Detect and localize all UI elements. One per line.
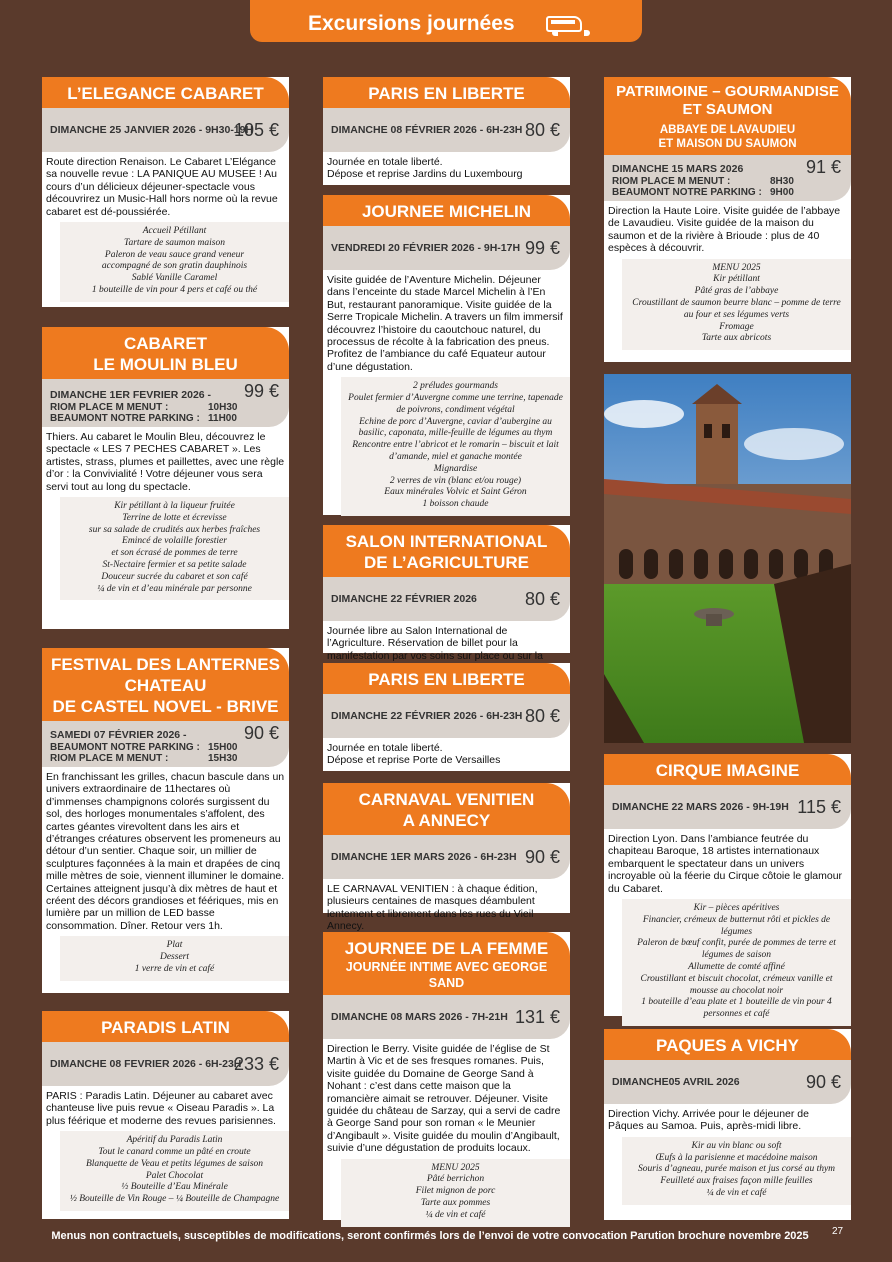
bus-icon [546, 16, 582, 32]
departure-row: BEAUMONT NOTRE PARKING : 11H00 [50, 413, 237, 424]
excursion-date: DIMANCHE 08 FÉVRIER 2026 - 6H-23H [331, 124, 523, 136]
excursion-description: Journée en totale liberté. Dépose et reprise Porte de Versailles [327, 742, 501, 767]
excursion-description: Direction le Berry. Visite guidée de l’église de St Martin à Vic et de ses fresques romanes. Puis, visite guidée du Domaine de George Sand à Nohant : c’est dans cette maison que la romancière aimait se retrouver. Déjeuner. Visite guidée du château de Sarzay, qui a servi de cadre à George Sand pour son roman « le Meunier d’Angibault ». Visite guidée du moulin d’Angibault, suivie d’une dégustation de produits locaux. [327, 1043, 561, 1155]
excursion-description: LE CARNAVAL VENITIEN : à chaque édition, plusieurs centaines de masques déambulent lentement et librement dans les rues du Vieil Annecy. [327, 883, 538, 933]
excursion-card [323, 525, 570, 662]
excursion-description: Direction la Haute Loire. Visite guidée de l’abbaye de Lavaudieu. Visite guidée de la maison du saumon et de la rivière à Brioude : plus de 40 espèces à découvrir. [608, 205, 841, 255]
excursion-card [42, 648, 289, 993]
excursion-price: 91 € [805, 157, 841, 177]
excursion-card [42, 77, 289, 307]
excursion-card [42, 1011, 289, 1219]
excursion-date: DIMANCHE 22 MARS 2026 - 9H-19H [612, 801, 789, 813]
excursion-price: 131 € [514, 1007, 560, 1027]
excursion-menu: 2 préludes gourmands Poulet fermier d’Auvergne comme une terrine, tapenade de poivrons, condiment végétal Echine de porc d’Auvergne, caviar d’aubergine au basilic, caponata, mille-feuille de légumes au thym Rencontre entre l’abricot et le romarin – biscuit et lait d’amande, miel et ganache montée Mignardise 2 verres de vin (blanc et/ou rouge) Eaux minérales Volvic et Saint Géron 1 boisson chaude [341, 377, 570, 516]
excursion-card [323, 195, 570, 515]
excursion-price: 115 € [797, 797, 841, 817]
footer-note: Menus non contractuels, susceptibles de modifications, seront confirmés lors de l’envoi de votre convocation Parution brochure novembre 2025 [51, 1230, 809, 1242]
excursion-description: PARIS : Paradis Latin. Déjeuner au cabaret avec chanteuse live puis revue « Oiseau Paradis ». La plus féérique et moderne des revues parisiennes. [46, 1090, 276, 1127]
excursion-description: Journée libre au Salon International de l’Agriculture. Réservation de billet pour la manifestation par vos soins sur place ou sur la [327, 625, 543, 662]
excursion-title: FESTIVAL DES LANTERNES CHATEAU DE CASTEL NOVEL - BRIVE [42, 648, 289, 721]
excursion-card [323, 663, 570, 771]
excursion-menu: MENU 2025 Pâté berrichon Filet mignon de porc Tarte aux pommes ¼ de vin et café [341, 1159, 570, 1227]
excursion-title: PARADIS LATIN [42, 1011, 289, 1042]
excursion-description: Visite guidée de l’Aventure Michelin. Déjeuner dans l’enceinte du stade Marcel Michelin à l’En But, restaurant panoramique. Visite guidée de la Serre Tropicale Michelin. A travers un film immersif découvrez l’histoire du caoutchouc naturel, du processus de récolte à la fabrication des pneus. Profitez de l’ambiance du café Equateur autour d’une dégustation. [327, 274, 563, 373]
excursion-price: 80 € [524, 706, 560, 726]
excursion-title: PARIS EN LIBERTE [323, 663, 570, 694]
excursion-card [604, 1029, 851, 1220]
excursion-price: 233 € [233, 1054, 279, 1074]
excursion-card [323, 77, 570, 185]
excursion-title: JOURNEE MICHELIN [323, 195, 570, 226]
excursion-title: CIRQUE IMAGINE [604, 754, 851, 785]
excursion-subtitle: ABBAYE DE LAVAUDIEU ET MAISON DU SAUMON [658, 124, 797, 150]
excursion-menu: Kir pétillant à la liqueur fruitée Terrine de lotte et écrevisse sur sa salade de crudités aux herbes fraîches Emincé de volaille forestier et son écrasé de pommes de terre St-Nectaire fermier et sa petite salade Douceur sucrée du cabaret et son café ¼ de vin et d’eau minérale par personne [60, 497, 289, 600]
excursion-title: PAQUES A VICHY [604, 1029, 851, 1060]
excursion-title: CABARET LE MOULIN BLEU [42, 327, 289, 379]
departure-row: RIOM PLACE M MENUT : 15H30 [50, 753, 238, 764]
excursion-description: Direction Lyon. Dans l’ambiance feutrée du chapiteau Baroque, 18 artistes internationaux embarquent le spectateur dans un univers incroyable où la féerie du Cirque côtoie le glamour du Cabaret. [608, 833, 843, 895]
excursion-date: DIMANCHE 08 FEVRIER 2026 - 6H-23H [50, 1058, 242, 1070]
excursion-date: DIMANCHE 22 FÉVRIER 2026 - 6H-23H [331, 710, 523, 722]
excursion-price: 99 € [524, 238, 560, 258]
excursion-title-main: JOURNEE DE LA FEMME [344, 939, 549, 958]
excursion-description: Direction Vichy. Arrivée pour le déjeuner de Pâques au Samoa. Puis, après-midi libre. [608, 1108, 809, 1133]
excursion-description: Journée en totale liberté. Dépose et reprise Jardins du Luxembourg [327, 156, 523, 181]
excursion-card [42, 327, 289, 629]
excursion-title: PARIS EN LIBERTE [323, 77, 570, 108]
excursion-date: DIMANCHE 08 MARS 2026 - 7H-21H [331, 1011, 508, 1023]
departure-row: BEAUMONT NOTRE PARKING : 15H00 [50, 742, 238, 753]
excursion-menu: Kir au vin blanc ou soft Œufs à la parisienne et macédoine maison Souris d’agneau, purée maison et jus corsé au thym Feuilleté aux fraises façon mille feuilles ¼ de vin et café [622, 1137, 851, 1205]
excursion-date: DIMANCHE 1ER FEVRIER 2026 - [50, 389, 212, 401]
excursion-price: 90 € [524, 847, 560, 867]
excursion-title-main: PATRIMOINE – GOURMANDISE ET SAUMON [616, 83, 839, 118]
excursion-date: DIMANCHE05 AVRIL 2026 [612, 1076, 740, 1088]
page-header [250, 0, 642, 42]
excursion-date: SAMEDI 07 FÉVRIER 2026 - [50, 729, 187, 741]
excursion-title [323, 932, 570, 995]
excursion-subtitle: JOURNÉE INTIME AVEC GEORGE SAND [345, 960, 548, 990]
excursion-price: 99 € [243, 381, 279, 401]
excursion-price: 80 € [524, 120, 560, 140]
excursion-price: 90 € [243, 723, 279, 743]
excursion-title [604, 77, 851, 155]
excursion-price: 105 € [233, 120, 279, 140]
excursion-date: DIMANCHE 25 JANVIER 2026 - 9H30-19H [50, 124, 254, 136]
excursion-date: DIMANCHE 15 MARS 2026 [612, 163, 744, 175]
excursion-title: CARNAVAL VENITIEN A ANNECY [323, 783, 570, 835]
excursion-title: SALON INTERNATIONAL DE L’AGRICULTURE [323, 525, 570, 577]
excursion-description: En franchissant les grilles, chacun bascule dans un univers extraordinaire de 11hectares où d’immenses champignons colorés surgissent du sol, des horloges monumentales s’affolent, des cartes géantes virevoltent dans les airs et d’étranges créatures observent les promeneurs au détour d’un sentier. Chaque soir, un millier de sculptures façonnées à la main et drapées de cinq mille mètres de soie, viennent illuminer le domaine. Certaines atteignent jusqu’à dix mètres de haut et créent des décors grandioses et féériques, mis en lumière par un million de LED basse consommation. Dîner. Retour vers 1h. [46, 771, 285, 932]
excursion-card [323, 783, 570, 933]
excursion-menu: Accueil Pétillant Tartare de saumon maison Paleron de veau sauce grand veneur accompagné de son gratin dauphinois Sablé Vanille Caramel 1 bouteille de vin pour 4 pers et café ou thé [60, 222, 289, 302]
excursion-title: L’ELEGANCE CABARET [42, 77, 289, 108]
excursion-menu: Kir – pièces apéritives Financier, crémeux de butternut rôti et pickles de légumes Paleron de bœuf confit, purée de pommes de terre et légumes de saison Allumette de comté affiné Croustillant et biscuit chocolat, crémeux vanille et mousse au chocolat noir 1 bouteille d’eau plate et 1 bouteille de vin pour 4 personnes et café [622, 899, 851, 1026]
excursion-date: DIMANCHE 1ER MARS 2026 - 6H-23H [331, 851, 517, 863]
excursion-price: 80 € [524, 589, 560, 609]
excursion-date: DIMANCHE 22 FÉVRIER 2026 [331, 593, 477, 605]
excursion-card [323, 932, 570, 1220]
departure-row: RIOM PLACE M MENUT : 10H30 [50, 402, 238, 413]
excursion-price: 90 € [805, 1072, 841, 1092]
excursion-description: Route direction Renaison. Le Cabaret L’Elégance sa nouvelle revue : LA PANIQUE AU MUSEE ! Au cours d’un délicieux déjeuner-spectacle vous découvrirez un Music-Hall hors norme où la revue cabaret est dé-poussiérée. [46, 156, 278, 218]
excursion-description: Thiers. Au cabaret le Moulin Bleu, découvrez le spectacle « LES 7 PECHES CABARET ». Les artistes, strass, plumes et paillettes, avec une règle d’or : la Convivialité ! Votre déjeuner vous sera servi tout au long du spectacle. [46, 431, 285, 493]
excursion-menu: Apéritif du Paradis Latin Tout le canard comme un pâté en croute Blanquette de Veau et petits légumes de saison Palet Chocolat ½ Bouteille d’Eau Minérale ½ Bouteille de Vin Rouge – ¼ Bouteille de Champagne [60, 1131, 289, 1211]
excursion-date: VENDREDI 20 FÉVRIER 2026 - 9H-17H [331, 242, 521, 254]
excursion-menu: Plat Dessert 1 verre de vin et café [60, 936, 289, 980]
departure-row: BEAUMONT NOTRE PARKING : 9H00 [612, 187, 794, 198]
abbey-cloister-photo [604, 374, 851, 743]
excursion-menu: MENU 2025 Kir pétillant Pâté gras de l’abbaye Croustillant de saumon beurre blanc – pomme de terre au four et ses légumes verts Fromage Tarte aux abricots [622, 259, 851, 351]
page-title: Excursions journées [308, 12, 515, 35]
excursion-card [604, 77, 851, 362]
page-number: 27 [832, 1226, 844, 1237]
departure-row: RIOM PLACE M MENUT : 8H30 [612, 176, 794, 187]
excursion-card [604, 754, 851, 1020]
